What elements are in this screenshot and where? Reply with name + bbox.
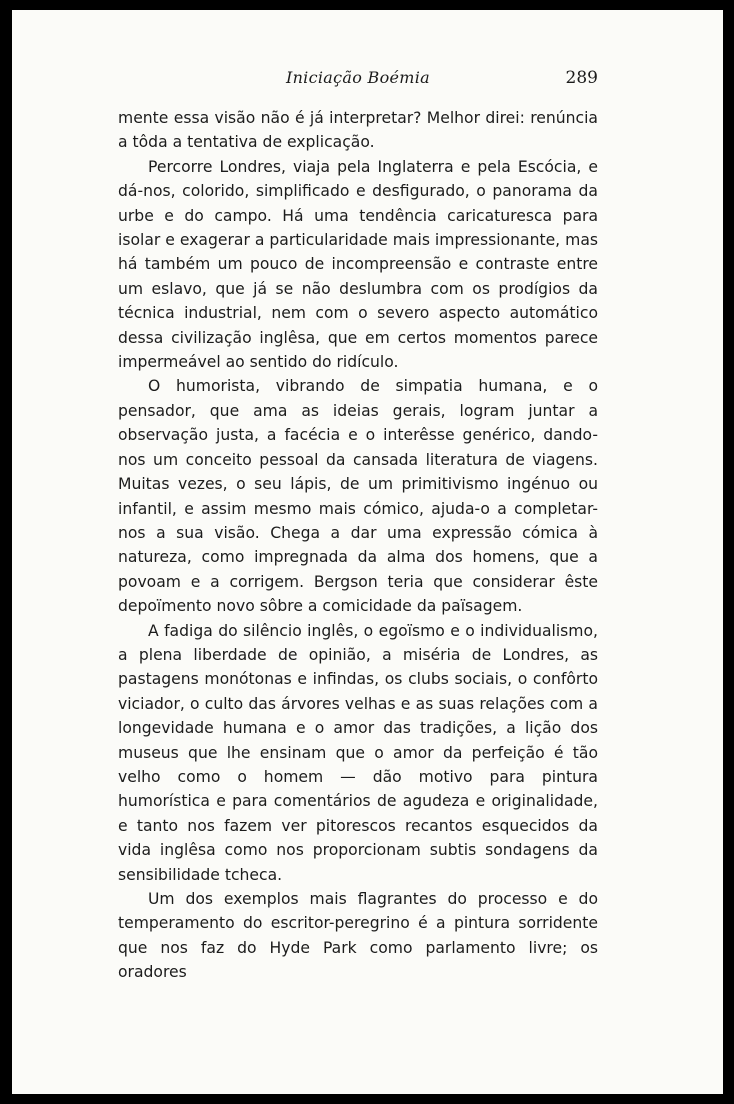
page-number: 289 [565,68,598,88]
book-page [12,10,723,1094]
paragraph: Um dos exemplos mais flagrantes do processo e do temperamento do escritor-peregrino é a pintura sorridente que nos faz do Hyde Park como parlamento livre; os oradores [118,890,598,982]
paragraph: A fadiga do silêncio inglês, o egoïsmo e o individualismo, a plena liberdade de opinião, a miséria de Londres, as pastagens monótonas e infindas, os clubs sociais, o confôrto viciador, o culto das árvores velhas e as suas relações com a longevidade humana e o amor das tradições, a lição dos museus que lhe ensinam que o amor da perfeição é tão velho como o homem — dão motivo para pintura humorística e para comentários de agudeza e originalidade, e tanto nos fazem ver pitorescos recantos esquecidos da vida inglêsa como nos proporcionam subtis sondagens da sensibilidade tcheca. [118,621,598,884]
running-header [118,68,598,98]
paragraph-continuation: mente essa visão não é já interpretar? Melhor direi: renúncia a tôda a tentativa de explicação. [118,109,598,152]
body-text [118,106,598,985]
running-title: Iniciação Boémia [285,68,431,87]
paragraph: Percorre Londres, viaja pela Inglaterra e pela Escócia, e dá-nos, colorido, simplificado e desfigurado, o panorama da urbe e do campo. Há uma tendência caricaturesca para isolar e exagerar a particularidade mais impressionante, mas há também um pouco de incompreensão e contraste entre um eslavo, que já se não deslumbra com os prodígios da técnica industrial, nem com o severo aspecto automático dessa civilização inglêsa, que em certos momentos parece impermeável ao sentido do ridículo. [118,157,598,372]
paragraph: O humorista, vibrando de simpatia humana, e o pensador, que ama as ideias gerais, logram juntar a observação justa, a facécia e o interêsse genérico, dando-nos um conceito pessoal da cansada literatura de viagens. Muitas vezes, o seu lápis, de um primitivismo ingénuo ou infantil, e assim mesmo mais cómico, ajuda-o a completar-nos a sua visão. Chega a dar uma expressão cómica à natureza, como impregnada da alma dos homens, que a povoam e a corrigem. Bergson teria que considerar êste depoïmento novo sôbre a comicidade da païsagem. [118,377,598,616]
